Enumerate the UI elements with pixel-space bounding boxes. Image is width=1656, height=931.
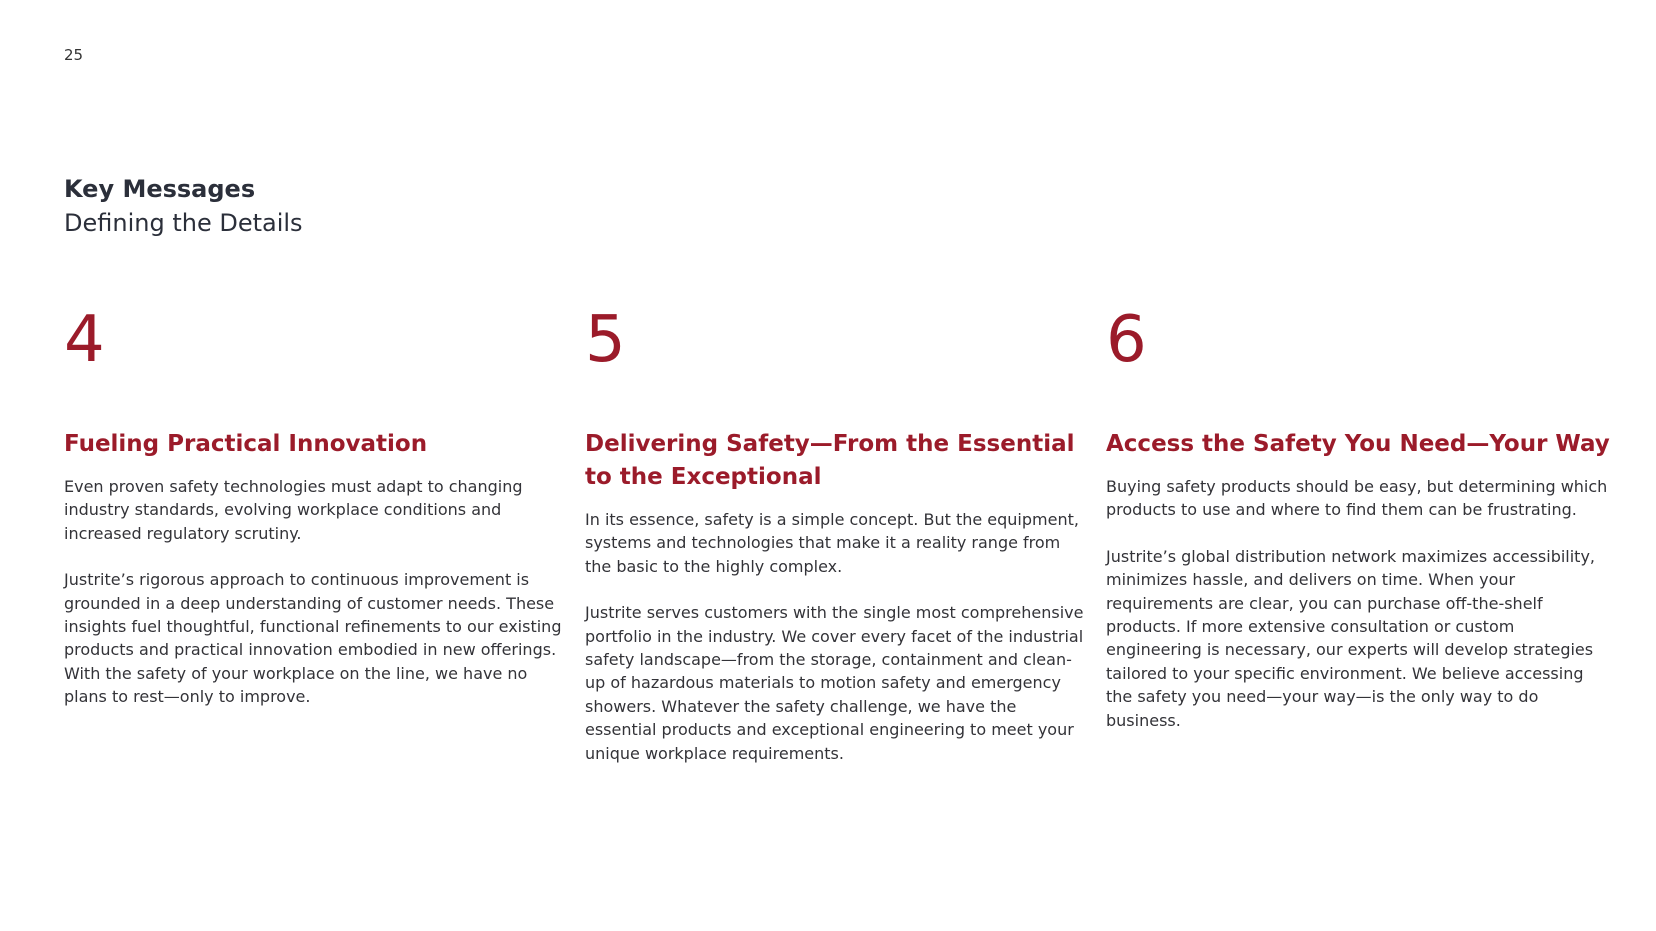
- column-paragraph: Justrite serves customers with the single most comprehensive portfolio in the industry. We cover every facet of the industrial safety landscape—from the storage, containment and clean-up of hazardous materials to motion safety and emergency showers. Whatever the safety challenge, we have the essential products and exceptional engineering to meet your unique workplace requirements.: [585, 603, 1084, 763]
- column-title: Delivering Safety—From the Essential to the Exceptional: [585, 431, 1075, 490]
- column-number: 4: [64, 303, 105, 377]
- section-subtitle: Defining the Details: [64, 209, 303, 237]
- column-paragraph: In its essence, safety is a simple concept. But the equipment, systems and technologies that make it a reality range from the basic to the highly complex.: [585, 510, 1079, 576]
- heading-block: [64, 172, 303, 240]
- column-5: [585, 300, 1090, 788]
- column-paragraph: Buying safety products should be easy, but determining which products to use and where to find them can be frustrating.: [1106, 477, 1608, 520]
- column-paragraph: Even proven safety technologies must adapt to changing industry standards, evolving workplace conditions and increased regulatory scrutiny.: [64, 477, 523, 543]
- column-6: [1106, 300, 1611, 755]
- column-title: Access the Safety You Need—Your Way: [1106, 431, 1610, 457]
- column-number: 6: [1106, 303, 1147, 377]
- column-4: [64, 300, 569, 732]
- column-paragraph: Justrite’s rigorous approach to continuous improvement is grounded in a deep understanding of customer needs. These insights fuel thoughtful, functional refinements to our existing products and practical innovation embodied in new offerings. With the safety of your workplace on the line, we have no plans to rest—only to improve.: [64, 570, 562, 707]
- column-title: Fueling Practical Innovation: [64, 431, 428, 457]
- section-title: Key Messages: [64, 175, 256, 203]
- page-number: 25: [64, 46, 84, 64]
- column-paragraph: Justrite’s global distribution network maximizes accessibility, minimizes hassle, and delivers on time. When your requirements are clear, you can purchase off-the-shelf products. If more extensive consultation or custom engineering is necessary, our experts will develop strategies tailored to your specific environment. We believe accessing the safety you need—your way—is the only way to do business.: [1106, 546, 1596, 730]
- column-number: 5: [585, 303, 626, 377]
